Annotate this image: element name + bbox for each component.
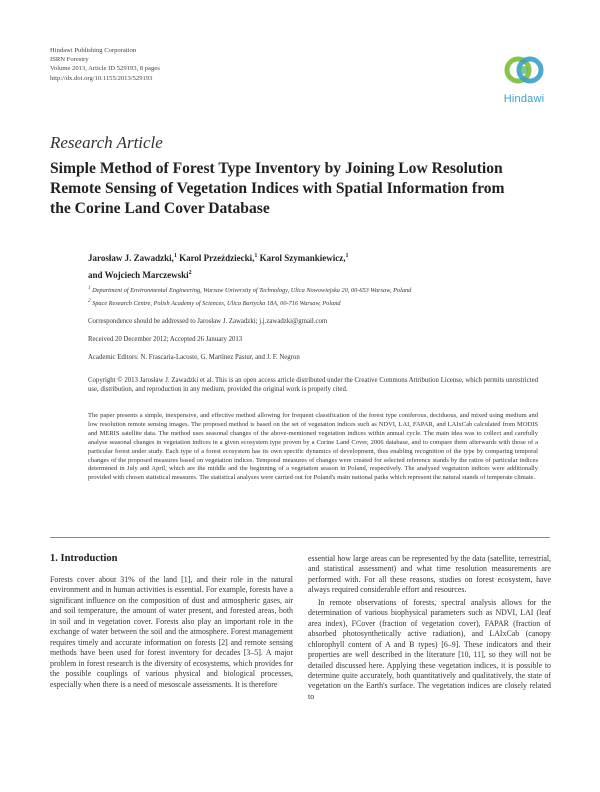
- author-name: Jarosław J. Zawadzki,: [88, 253, 174, 263]
- paper-title: Simple Method of Forest Type Inventory by Joining Low Resolution Remote Sensing of Vegetation Indices with Spatial Information from the Corine Land Cover Database: [50, 160, 505, 217]
- affiliations: [88, 284, 538, 309]
- affiliation-text: Space Research Centre, Polish Academy of Sciences, Ulica Bartycka 18A, 00-716 Warsaw, Poland: [92, 299, 341, 307]
- copyright-notice: Copyright © 2013 Jarosław J. Zawadzki et al. This is an open access article distributed under the Creative Commons Attribution License, which permits unrestricted use, distribution, and reproduction in any medium, provided the original work is properly cited.: [88, 377, 538, 394]
- article-type: Research Article: [50, 133, 163, 152]
- section-divider: [50, 537, 550, 538]
- journal-header: [50, 46, 160, 83]
- author-affil-sup: 2: [188, 269, 192, 276]
- publisher-name: Hindawi Publishing Corporation: [50, 47, 137, 54]
- body-paragraph: In remote observations of forests, spectral analysis allows for the determination of various biophysical parameters such as NDVI, LAI (leaf area index), FCover (fraction of vegetation cover), FAPAR (fraction of absorbed photosynthetically active radiation), and LAIxCab (canopy chlorophyll content of A and B types) [6–9]. These indicators and their properties are well described in the literature [10, 11], so they will not be detailed discussed here. Applying these vegetation indices, it is possible to determine quite accurately, both quantitatively and qualitatively, the state of vegetation on the Earth's surface. The vegetation indices are closely related to: [308, 597, 551, 701]
- received-dates: Received 20 December 2012; Accepted 26 January 2013: [88, 336, 243, 343]
- left-column: [50, 575, 293, 690]
- author-line-1: [88, 249, 528, 266]
- author-affil-sup: 1: [254, 253, 258, 259]
- author-name: and Wojciech Marczewski: [88, 269, 189, 280]
- author-affil-sup: 1: [173, 253, 177, 259]
- body-paragraph: Forests cover about 31% of the land [1], and their role in the natural environment and in human activities is essential. For example, forests have a significant influence on the composition of dust and atmospheric gases, air and soil temperature, the amount of water present, and forested areas, both in soil and in vegetation cover. Forests also play an important role in the exchange of water between the soil and the atmosphere. Forest management requires timely and accurate information on forests [2] and remote sensing methods have been used for forest inventory for decades [3–5]. A major problem in forest research is the diversity of ecosystems, which provides for the possible couplings of various physical and biological processes, especially when there is a need of mesoscale assessments. It is therefore: [50, 575, 293, 689]
- author-name: Karol Szymankiewicz,: [257, 253, 346, 263]
- affiliation-item: [88, 297, 538, 310]
- academic-editors: Academic Editors: N. Frascaria-Lacoste, G. Martínez Pastur, and J. F. Negron: [88, 354, 300, 361]
- affiliation-number: 2: [88, 298, 91, 304]
- author-line-2: [88, 266, 528, 283]
- abstract: The paper presents a simple, inexpensive, and effective method allowing for frequent classification of the forest type coniferous, deciduous, and mixed using medium and low resolution remote sensing images. The proposed method is based on the set of vegetation indices such as NDVI, LAI, FAPAR, and LAIxCab calculated from MODIS and MERIS satellite data. The method uses seasonal changes of the above-mentioned vegetation indices within annual cycle. The main idea was to collect and carefully analyse seasonal changes in vegetation indices in a given ecosystem type proven by a Corine Land Cover, 2006 database, and to compare them afterwards with those of a particular forest under study. Each type of a forest ecosystem has its own specific dynamics of development, thus enabling recognition of the type by comparing temporal changes of the proposed measures based on vegetation indices. Temporal measures of changes were created for selected reference stands by the ratios of particular indices determined in July and April, which are the middle and the beginning of a vegetation season in Poland, respectively. The analysed vegetation indices were additionally provided with chosen statistical measures. The statistical analyses were carried out for Poland's main national parks which represent the natural stands of temperate climate.: [88, 412, 538, 482]
- section-heading: 1. Introduction: [50, 553, 118, 564]
- correspondence: Correspondence should be addressed to Jarosław J. Zawadzki; j.j.zawadzki@gmail.com: [88, 318, 328, 325]
- author-affil-sup: 1: [345, 253, 349, 259]
- hindawi-logo-text: Hindawi: [503, 93, 545, 105]
- affiliation-number: 1: [88, 286, 91, 291]
- author-list: [88, 249, 528, 282]
- author-name: Karol Przeździecki,: [176, 253, 255, 263]
- body-paragraph: essential how large areas can be represented by the data (satellite, terrestrial, and statistical assessment) and what time resolution measurements are performed with. For all these reasons, studies on forest ecosystem, have always required considerable effort and resources.: [308, 554, 551, 595]
- doi-link[interactable]: http://dx.doi.org/10.1155/2013/529193: [50, 74, 153, 82]
- affiliation-item: [88, 284, 538, 297]
- affiliation-text: Department of Environmental Engineering, Warsaw University of Technology, Ulica Nowowiejska 20, 00-653 Warsaw, Poland: [92, 287, 412, 295]
- volume-info: Volume 2013, Article ID 529193, 8 pages: [50, 65, 160, 73]
- journal-name: ISRN Forestry: [50, 56, 89, 64]
- right-column: [308, 554, 551, 702]
